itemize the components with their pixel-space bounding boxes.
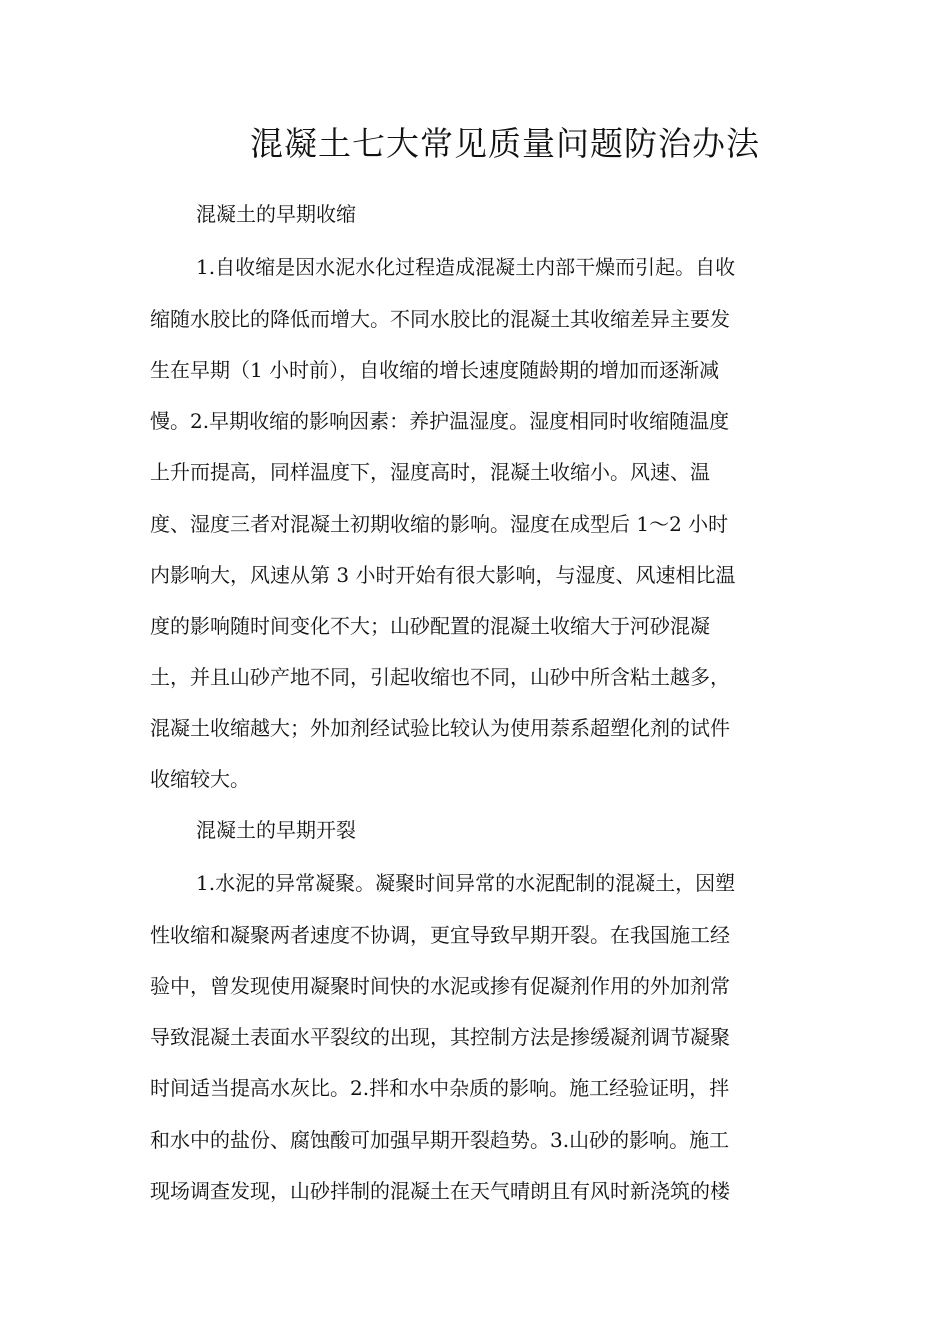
paragraph-line: 现场调查发现，山砂拌制的混凝土在天气晴朗且有风时新浇筑的楼 (150, 1179, 730, 1203)
document-title: 混凝土七大常见质量问题防治办法 (250, 124, 760, 163)
paragraph-line: 土，并且山砂产地不同，引起收缩也不同，山砂中所含粘土越多， (150, 665, 730, 689)
paragraph-line: 1.自收缩是因水泥水化过程造成混凝土内部干燥而引起。自收 (196, 255, 736, 279)
section-heading-early-cracking: 混凝土的早期开裂 (196, 818, 356, 842)
paragraph-line: 慢。2.早期收缩的影响因素：养护温湿度。湿度相同时收缩随温度 (150, 409, 730, 433)
paragraph-line: 性收缩和凝聚两者速度不协调，更宜导致早期开裂。在我国施工经 (150, 923, 730, 947)
paragraph-line: 导致混凝土表面水平裂纹的出现，其控制方法是掺缓凝剂调节凝聚 (150, 1025, 730, 1049)
paragraph-line: 混凝土收缩越大；外加剂经试验比较认为使用萘系超塑化剂的试件 (150, 716, 730, 740)
paragraph-line: 验中，曾发现使用凝聚时间快的水泥或掺有促凝剂作用的外加剂常 (150, 974, 730, 998)
paragraph-line: 上升而提高，同样温度下，湿度高时，混凝土收缩小。风速、温 (150, 460, 710, 484)
paragraph-line: 度的影响随时间变化不大；山砂配置的混凝土收缩大于河砂混凝 (150, 614, 710, 638)
paragraph-line: 时间适当提高水灰比。2.拌和水中杂质的影响。施工经验证明，拌 (150, 1076, 730, 1100)
paragraph-line: 和水中的盐份、腐蚀酸可加强早期开裂趋势。3.山砂的影响。施工 (150, 1128, 730, 1152)
paragraph-line: 收缩较大。 (150, 767, 250, 791)
paragraph-line: 生在早期（1 小时前），自收缩的增长速度随龄期的增加而逐渐减 (150, 358, 720, 382)
paragraph-line: 缩随水胶比的降低而增大。不同水胶比的混凝土其收缩差异主要发 (150, 307, 730, 331)
section-heading-early-shrinkage: 混凝土的早期收缩 (196, 202, 356, 226)
paragraph-line: 1.水泥的异常凝聚。凝聚时间异常的水泥配制的混凝土，因塑 (196, 871, 736, 895)
paragraph-line: 度、湿度三者对混凝土初期收缩的影响。湿度在成型后 1～2 小时 (150, 512, 729, 536)
paragraph-line: 内影响大，风速从第 3 小时开始有很大影响，与湿度、风速相比温 (150, 563, 736, 587)
